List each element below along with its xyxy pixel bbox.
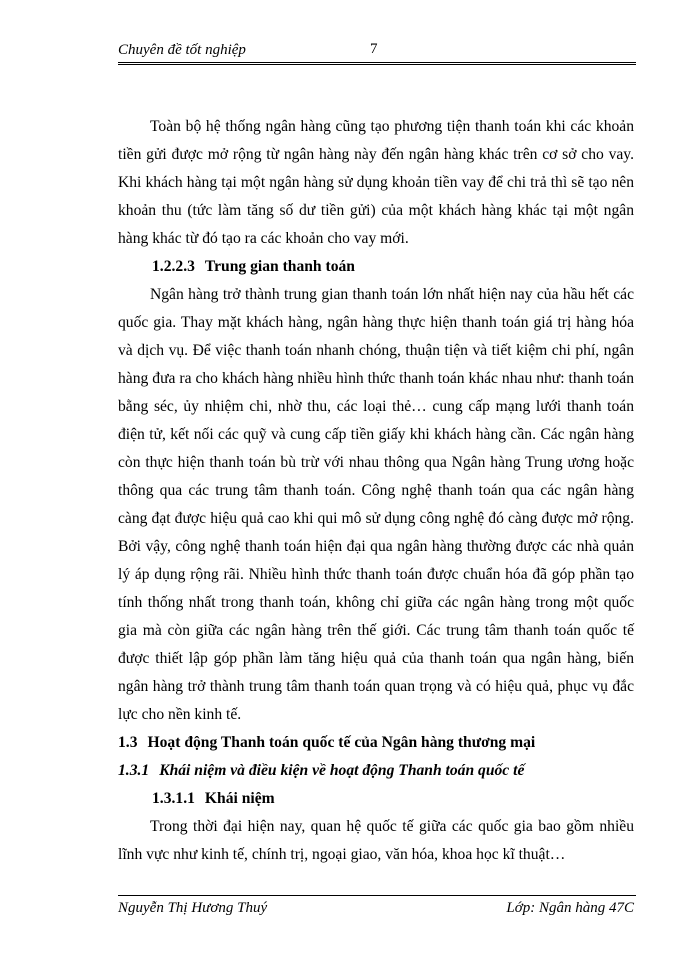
page-header [118,40,636,65]
heading-1-3 [118,729,634,757]
heading-1-2-2-3 [118,253,634,281]
heading-1-3-1-1 [118,785,634,813]
heading-text: Khái niệm [204,790,275,807]
heading-text: Trung gian thanh toán [204,258,355,275]
heading-number: 1.3 [118,734,138,751]
heading-number: 1.2.2.3 [152,258,195,275]
paragraph-banking-system: Toàn bộ hệ thống ngân hàng cũng tạo phương tiện thanh toán khi các khoản tiền gửi được mở rộng từ ngân hàng này đến ngân hàng khác trên cơ sở cho vay. Khi khách hàng tại một ngân hàng sử dụng khoản tiền vay để chi trả thì sẽ tạo nên khoản thu (tức làm tăng số dư tiền gửi) của một khách hàng khác tại một ngân hàng khác từ đó tạo ra các khoản cho vay mới. [118,118,634,247]
page-content [118,113,634,869]
page-footer [118,895,636,918]
paragraph-concept: Trong thời đại hiện nay, quan hệ quốc tế giữa các quốc gia bao gồm nhiều lĩnh vực như kinh tế, chính trị, ngoại giao, văn hóa, khoa học kĩ thuật… [118,818,634,863]
header-title: Chuyên đề tốt nghiệp [118,42,246,58]
heading-text: Hoạt động Thanh toán quốc tế của Ngân hàng thương mại [147,734,536,751]
paragraph-payment-intermediary: Ngân hàng trở thành trung gian thanh toán lớn nhất hiện nay của hầu hết các quốc gia. Thay mặt khách hàng, ngân hàng thực hiện thanh toán giá trị hàng hóa và dịch vụ. Để việc thanh toán nhanh chóng, thuận tiện và tiết kiệm chi phí, ngân hàng đưa ra cho khách hàng nhiều hình thức thanh toán khác nhau như: thanh toán bằng séc, ủy nhiệm chi, nhờ thu, các loại thẻ… cung cấp mạng lưới thanh toán điện tử, kết nối các quỹ và cung cấp tiền giấy khi khách hàng cần. Các ngân hàng còn thực hiện thanh toán bù trừ với nhau thông qua Ngân hàng Trung ương hoặc thông qua các trung tâm thanh toán. Công nghệ thanh toán qua các ngân hàng càng đạt được hiệu quả cao khi qui mô sử dụng công nghệ đó càng được mở rộng. Bởi vậy, công nghệ thanh toán hiện đại qua ngân hàng thường được các nhà quản lý áp dụng rộng rãi. Nhiều hình thức thanh toán được chuẩn hóa đã góp phần tạo tính thống nhất trong thanh toán, không chỉ giữa các ngân hàng trong một quốc gia mà còn giữa các ngân hàng trên thế giới. Các trung tâm thanh toán quốc tế được thiết lập góp phần làm tăng hiệu quả của thanh toán qua ngân hàng, biến ngân hàng trở thành trung tâm thanh toán quan trọng và có hiệu quả, phục vụ đắc lực cho nền kinh tế. [118,286,634,723]
heading-1-3-1 [118,757,634,785]
page-number: 7 [370,41,378,57]
footer-class: Lớp: Ngân hàng 47C [506,900,634,916]
footer-author: Nguyễn Thị Hương Thuý [118,900,268,916]
heading-number: 1.3.1.1 [152,790,195,807]
heading-number: 1.3.1 [118,762,150,779]
heading-text: Khái niệm và điều kiện về hoạt động Thanh toán quốc tế [159,762,525,779]
